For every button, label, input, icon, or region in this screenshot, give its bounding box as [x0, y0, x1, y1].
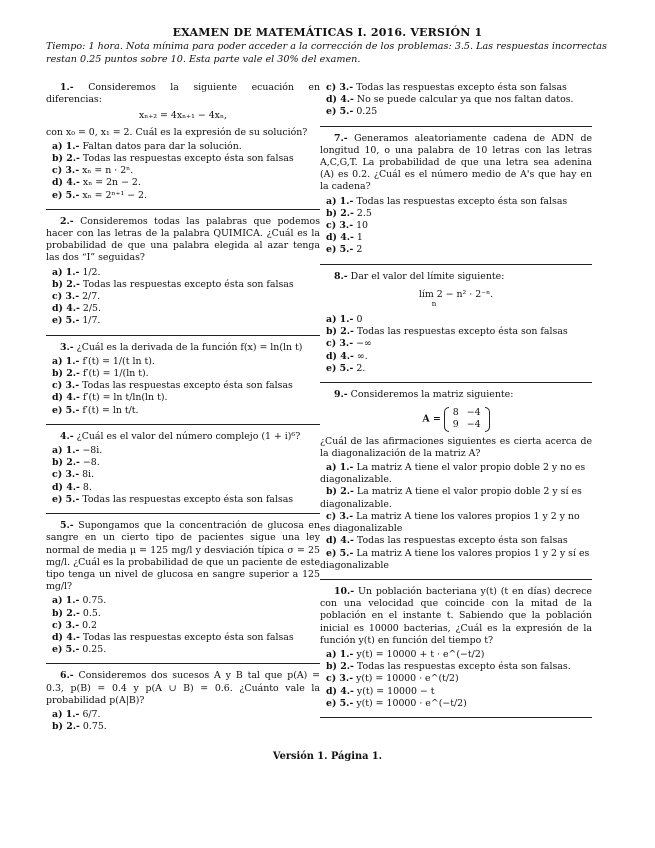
option-a: a) 1.- La matriz A tiene el valor propio doble 2 y no es diagonalizable.	[320, 462, 586, 486]
option-b: b) 2.- Todas las respuestas excepto ésta son falsas	[326, 326, 568, 338]
option-e: e) 5.- La matriz A tiene los valores propios 1 y 2 y sí es diagonalizable	[320, 547, 590, 571]
option-e: e) 5.- Todas las respuestas excepto ésta son falsas	[52, 493, 294, 505]
option-a: a) 1.- Todas las respuestas excepto ésta son falsas	[326, 195, 568, 207]
option-e: e) 5.- f′(t) = ln t/t.	[52, 404, 139, 416]
option-b: b) 2.- Todas las respuestas excepto ésta son falsas.	[326, 661, 571, 673]
question-6-continued	[320, 82, 592, 119]
option-d: d) 4.- 8.	[52, 481, 92, 493]
divider	[320, 382, 592, 383]
divider	[320, 579, 592, 580]
option-a: a) 1.- f′(t) = 1/(t ln t).	[52, 355, 155, 367]
question-8	[320, 271, 592, 375]
divider	[46, 424, 320, 425]
divider	[320, 264, 592, 265]
option-a: a) 1.- 0	[326, 314, 363, 326]
option-d: d) 4.- 2/5.	[52, 303, 101, 315]
question-text: Consideremos dos sucesos A y B tal que p(A) = 0.3, p(B) = 0.4 y p(A ∪ B) = 0.6. ¿Cuánto vale la probabilidad p(A|B)?	[46, 670, 320, 706]
question-4	[46, 431, 320, 506]
option-e: e) 5.- 2	[326, 244, 363, 256]
equation: xₙ₊₂ = 4xₙ₊₁ − 4xₙ,	[139, 110, 227, 122]
divider	[46, 513, 320, 514]
option-a: a) 1.- Faltan datos para dar la solución.	[52, 140, 242, 152]
option-b: b) 2.- 0.5.	[52, 607, 101, 619]
option-e: e) 5.- xₙ = 2ⁿ⁺¹ − 2.	[52, 189, 147, 201]
question-number: 8.-	[334, 270, 348, 282]
right-column	[320, 82, 592, 724]
matrix-a: 8 −4 9 −4	[444, 407, 490, 431]
option-d: d) 4.- 1	[326, 232, 363, 244]
question-text: Consideremos la matriz siguiente:	[350, 389, 514, 401]
question-text: Supongamos que la concentración de glucosa en sangre en un cierto tipo de pacientes sigue una ley normal de media μ = 125 mg/l y desviación típica σ = 25 mg/l. ¿Cuál es la probabilidad de que un paciente de este tipo tenga un nivel de glucosa en sangre superior a 125 mg/l?	[46, 520, 320, 593]
question-number: 7.-	[334, 132, 348, 144]
option-b: b) 2.- La matriz A tiene el valor propio doble 2 y sí es diagonalizable.	[320, 486, 582, 510]
option-d: d) 4.- f′(t) = ln t/ln(ln t).	[52, 392, 168, 404]
question-1	[46, 82, 320, 202]
option-b: b) 2.- f′(t) = 1/(ln t).	[52, 368, 149, 380]
question-text: ¿Cuál es la derivada de la función f(x) = ln(ln t)	[76, 341, 303, 353]
question-text: Dar el valor del límite siguiente:	[350, 270, 505, 282]
option-e: e) 5.- 0.25.	[52, 644, 107, 656]
question-number: 1.-	[60, 82, 74, 93]
option-c: c) 3.- La matriz A tiene los valores propios 1 y 2 y no es diagonalizable	[320, 510, 580, 535]
matrix-equation	[320, 407, 592, 431]
question-text: Consideremos la siguiente ecuación en diferencias:	[46, 82, 321, 106]
option-e: e) 5.- 1/7.	[52, 315, 101, 327]
question-6	[46, 670, 320, 733]
option-b: b) 2.- 0.75.	[52, 721, 107, 733]
question-number: 3.-	[60, 341, 74, 353]
divider	[46, 335, 320, 336]
question-text: ¿Cuál es el valor del número complejo (1 + i)⁶?	[76, 430, 301, 442]
limit-equation: lím 2 − n² · 2⁻ⁿ.	[418, 288, 494, 300]
exam-title: EXAMEN DE MATEMÁTICAS I. 2016. VERSIÓN 1	[172, 26, 483, 39]
question-number: 9.-	[334, 389, 348, 401]
question-7	[320, 133, 592, 257]
limit-subscript: n	[431, 300, 437, 309]
page-footer: Versión 1. Página 1.	[272, 751, 383, 762]
option-a: a) 1.- y(t) = 10000 + t · e^(−t/2)	[326, 648, 485, 660]
option-c: c) 3.- 2/7.	[52, 291, 101, 303]
option-d: d) 4.- ∞.	[326, 350, 368, 362]
option-d: d) 4.- Todas las respuestas excepto ésta son falsas	[326, 535, 568, 547]
divider	[46, 209, 320, 210]
question-number: 6.-	[60, 670, 74, 682]
question-5	[46, 520, 320, 656]
exam-instructions: Tiempo: 1 hora. Nota mínima para poder acceder a la corrección de los problemas: 3.5. Las respuestas incorrectas restan 0.25 puntos sobre 10. Esta parte vale el 30% del examen.	[46, 41, 607, 65]
option-a: a) 1.- 1/2.	[52, 266, 101, 278]
option-c: c) 3.- 10	[326, 220, 369, 232]
question-number: 5.-	[60, 520, 74, 532]
option-a: a) 1.- 6/7.	[52, 708, 101, 720]
option-d: d) 4.- y(t) = 10000 − t	[326, 685, 435, 697]
option-c: c) 3.- −∞	[326, 338, 372, 350]
option-b: b) 2.- 2.5	[326, 207, 372, 219]
option-d: d) 4.- No se puede calcular ya que nos faltan datos.	[326, 94, 574, 106]
option-c: c) 3.- Todas las respuestas excepto ésta son falsas	[326, 82, 567, 93]
question-2	[46, 216, 320, 328]
question-number: 4.-	[60, 430, 74, 442]
option-a: a) 1.- 0.75.	[52, 595, 107, 607]
option-e: e) 5.- 2.	[326, 362, 366, 374]
option-c: c) 3.- xₙ = n · 2ⁿ.	[52, 165, 134, 177]
divider	[46, 663, 320, 664]
option-e: e) 5.- y(t) = 10000 · e^(−t/2)	[326, 697, 467, 709]
option-e: e) 5.- 0.25	[326, 106, 378, 118]
question-text: Generamos aleatoriamente cadena de ADN de longitud 10, o una palabra de 10 letras con las letras A,C,G,T. La probabilidad de que una letra sea adenina (A) es 0.2. ¿Cuál es el número medio de A's que hay en la cadena?	[320, 132, 592, 193]
question-10	[320, 586, 592, 710]
question-number: 2.-	[60, 215, 74, 227]
question-3	[46, 342, 320, 417]
option-d: d) 4.- xₙ = 2n − 2.	[52, 177, 141, 189]
option-c: c) 3.- 8i.	[52, 469, 95, 481]
divider	[320, 126, 592, 127]
option-c: c) 3.- y(t) = 10000 · e^(t/2)	[326, 673, 459, 685]
option-c: c) 3.- Todas las respuestas excepto ésta son falsas	[52, 380, 293, 392]
matrix-label: A =	[422, 413, 441, 425]
question-text-2: con x₀ = 0, x₁ = 2. Cuál es la expresión de su solución?	[46, 126, 308, 138]
left-column	[46, 82, 320, 733]
question-text-2: ¿Cuál de las afirmaciones siguientes es cierta acerca de la diagonalización de la matriz A?	[320, 435, 592, 459]
option-b: b) 2.- Todas las respuestas excepto ésta son falsas	[52, 278, 294, 290]
option-d: d) 4.- Todas las respuestas excepto ésta son falsas	[52, 631, 294, 643]
option-a: a) 1.- −8i.	[52, 445, 103, 457]
option-c: c) 3.- 0.2	[52, 619, 97, 631]
question-text: Un población bacteriana y(t) (t en días) decrece con una velocidad que coincide con la mitad de la población en el instante t. Sabiendo que la población inicial es 10000 bacterias, ¿Cuál es la expresión de la función y(t) en función del tiempo t?	[320, 585, 592, 646]
question-text: Consideremos todas las palabras que podemos hacer con las letras de la palabra QUIMICA. ¿Cuál es la probabilidad de que una palabra elegida al azar tenga las dos “I” seguidas?	[46, 215, 320, 264]
question-9	[320, 389, 592, 572]
option-b: b) 2.- Todas las respuestas excepto ésta son falsas	[52, 153, 294, 165]
divider	[320, 717, 592, 718]
option-b: b) 2.- −8.	[52, 457, 100, 469]
question-number: 10.-	[334, 585, 355, 597]
